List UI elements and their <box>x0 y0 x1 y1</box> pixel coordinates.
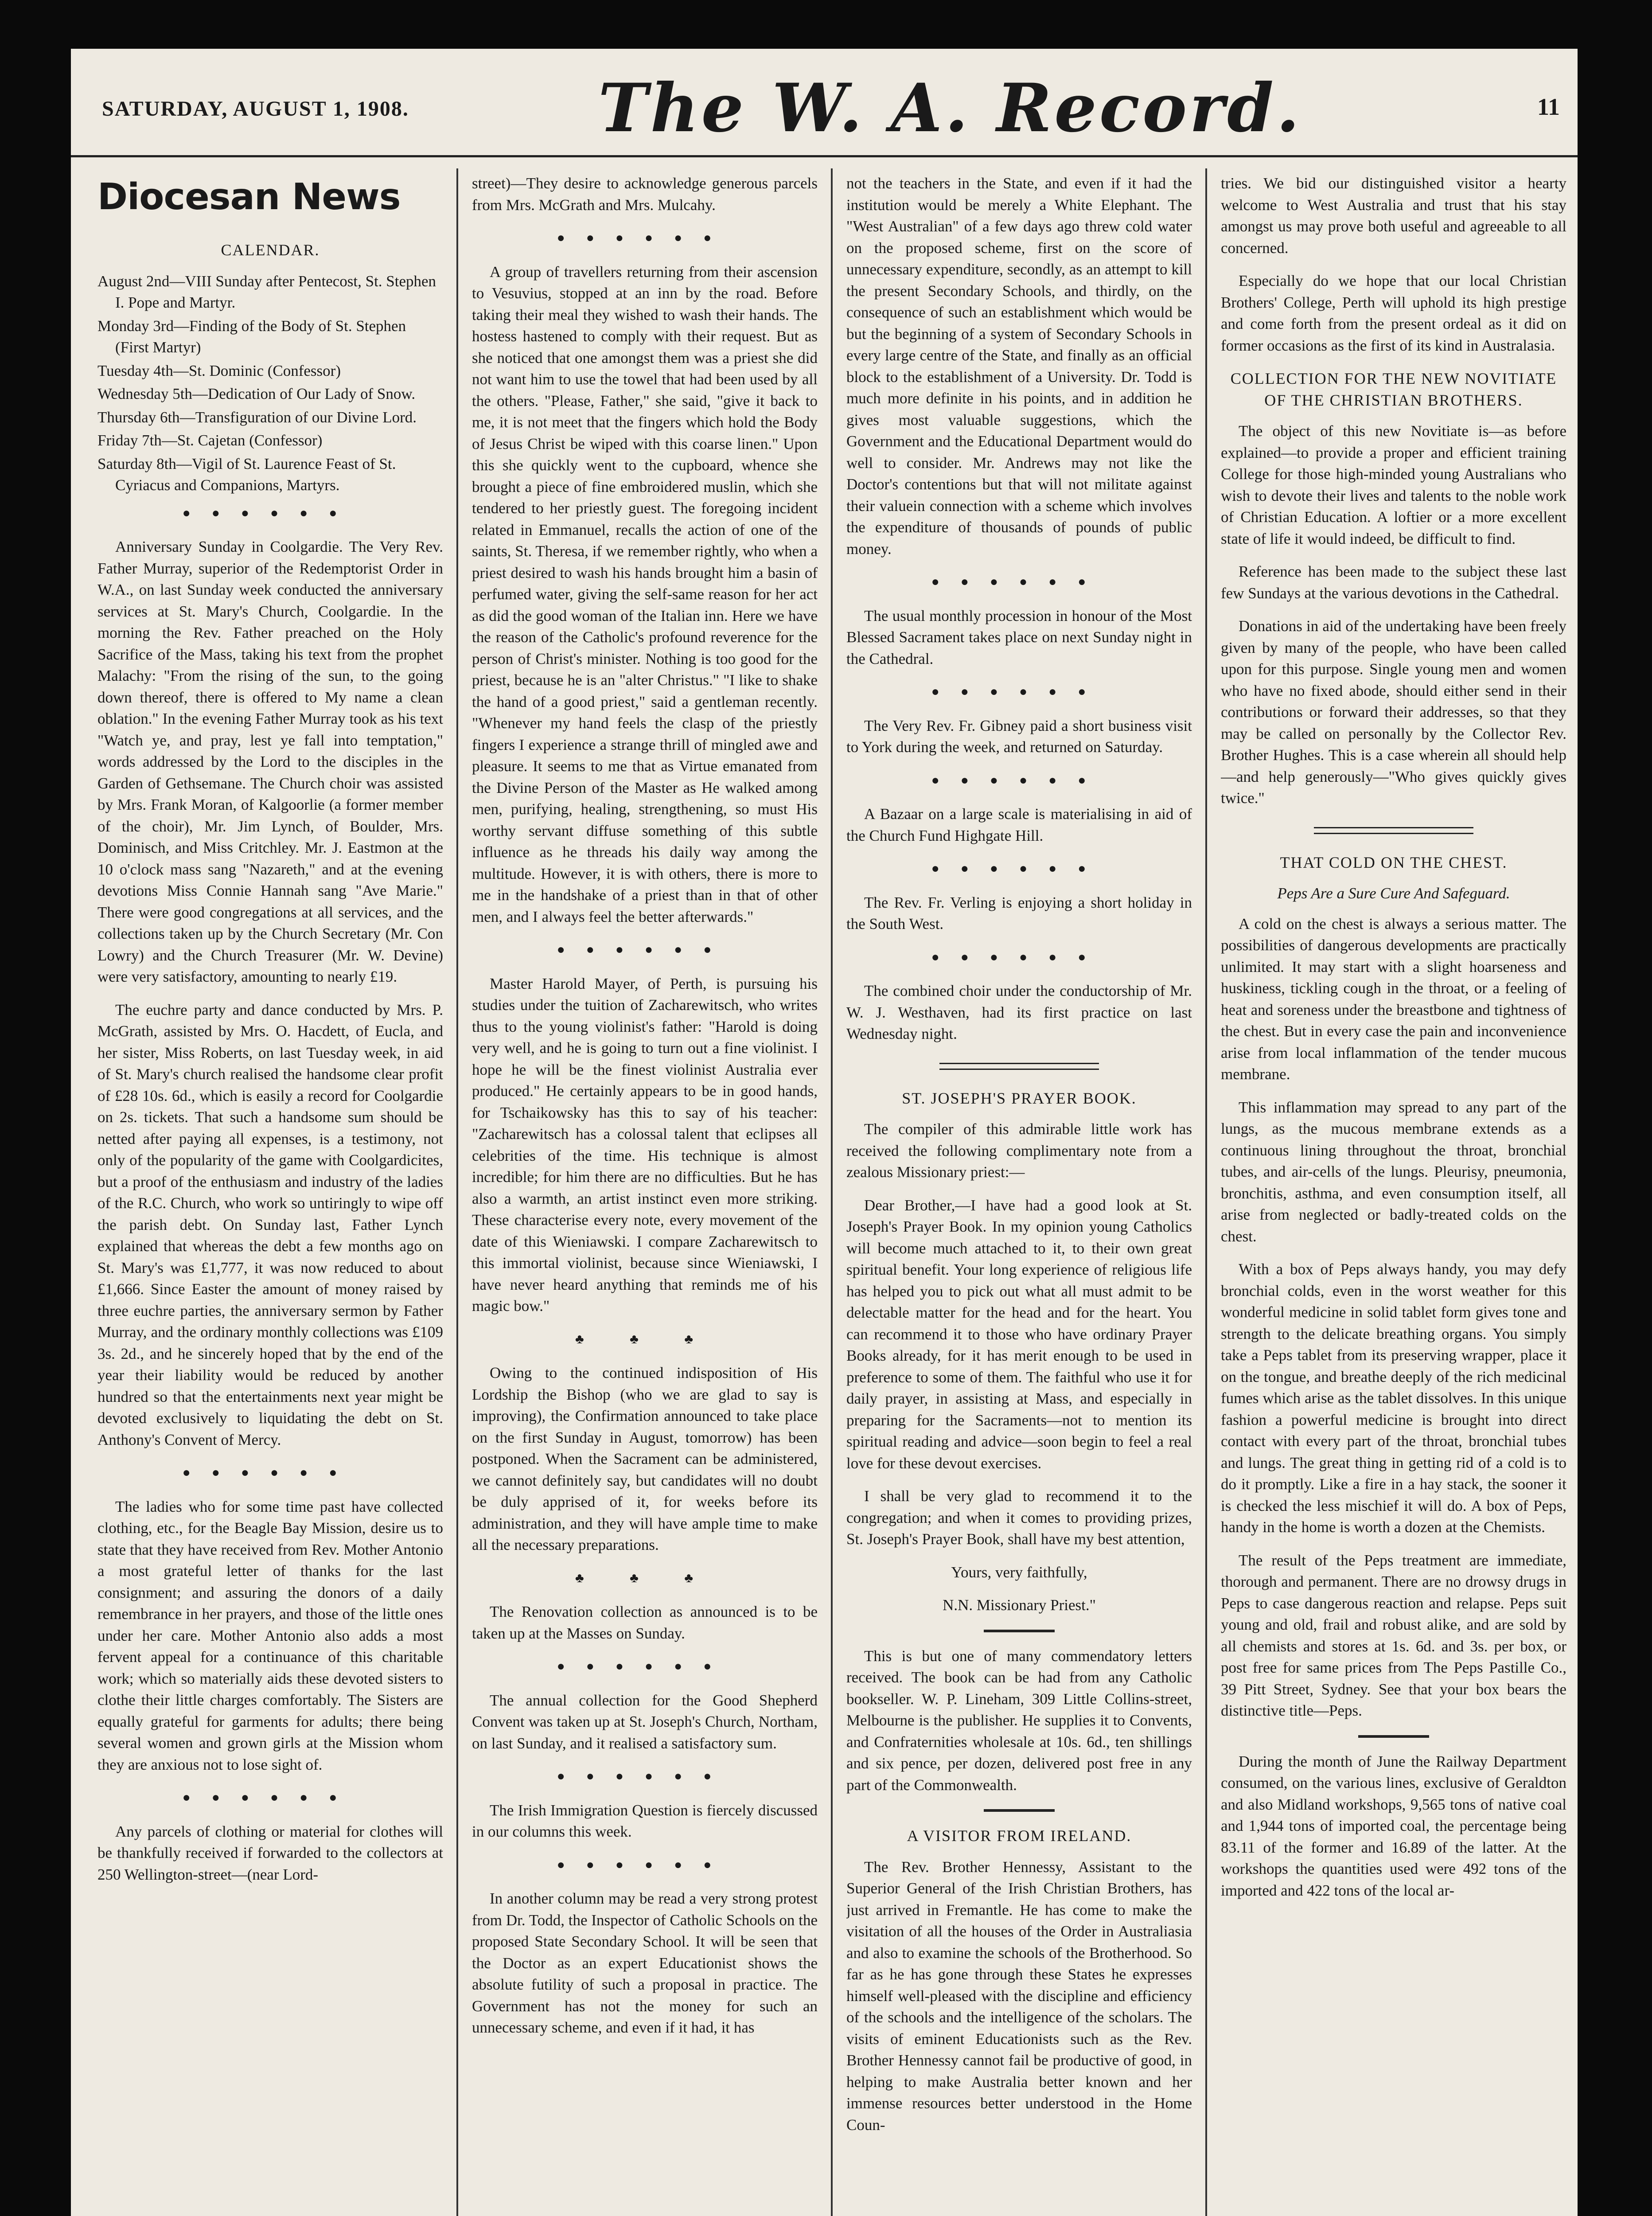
separator-dots: ●●●●●● <box>557 1769 733 1783</box>
article-paragraph: Reference has been made to the subject these last few Sundays at the various devotions in the Cathedral. <box>1221 563 1566 602</box>
article-heading: THAT COLD ON THE CHEST. <box>1280 853 1508 871</box>
article-paragraph: A cold on the chest is always a serious matter. The possibilities of dangerous developments are practically unlimited. It may start with a slight hoarseness and huskiness, tickling cough in the throat, or a feeling of heat and soreness under the breastbone and tightness of the chest. But in every case the pain and inconvenience arise from local inflammation of the tender mucous membrane. <box>1221 915 1566 1083</box>
separator-dots: ●●●●●● <box>931 861 1107 876</box>
separator-dots: ●●●●●● <box>182 505 358 520</box>
section-divider <box>1314 827 1473 834</box>
separator-dots: ●●●●●● <box>182 1790 358 1805</box>
separator-dots: ●●●●●● <box>557 1857 733 1872</box>
article-paragraph: A group of travellers returning from their ascension to Vesuvius, stopped at an inn by the road. Before taking their meal they wished to wash their hands. The hostess hastened to comply with their request. But as she noticed that one amongst them was a priest she did not want him to use the towel that had been used by all the others. "Please, Father," she said, "give it back to me, it is not meet that the fingers which hold the Body of Jesus Christ be wiped with this coarse linen." Upon this she quickly went to the cupboard, whence she brought a piece of fine embroidered muslin, which she tendered to her priestly guest. The foregoing incident related in Emmanuel, recalls the action of one of the saints, St. Theresa, if we remember rightly, who when a priest desired to wash his hands brought him a basin of perfumed water, giving the self-same reason for her act as did the good woman of the Italian inn. Here we have the reason of the Catholic's profound reverence for the person of Christ's minister. Nothing is too good for the priest, because he is an "alter Christus." "I like to shake the hand of a good priest," said a gentleman recently. "Whenever my hand feels the clasp of the priestly fingers I experience a strange thrill of mingled awe and pleasure. It seems to me that as Virtue emanated from the Divine Person of the Master as He walked among men, purifying, healing, strengthening, so must His worthy servant diffuse something of this subtle influence as he threads his daily way among the multitude. However, it is with others, there is more to me in the handshake of a priest than in that of other men, and I always feel the better afterwards." <box>472 263 818 925</box>
separator-clubs: ♣ ♣ ♣ <box>575 1570 715 1585</box>
article-paragraph: The Renovation collection as announced is to be taken up at the Masses on Sunday. <box>472 1603 818 1642</box>
article-paragraph: This is but one of many commendatory letters received. The book can be had from any Catholic bookseller. W. P. Lineham, 309 Little Collins-street, Melbourne is the publisher. He supplies it to Convents, and Confraternities wholesale at 10s. 6d., ten shillings and six pence, per dozen, delivered post free in any part of the Commonwealth. <box>846 1647 1192 1794</box>
separator-dots: ●●●●●● <box>557 230 733 245</box>
newspaper-title: The W. A. Record. <box>598 69 1302 147</box>
article-paragraph: This inflammation may spread to any part of the lungs, as the mucous membrane extends as a continuous lining throughout the throat, bronchial tubes, and air-cells of the lungs. Pleurisy, pneumonia, bronchitis, asthma, and even consumption itself, all arise from neglected or badly-treated colds on the chest. <box>1221 1098 1566 1245</box>
calendar-entry: Wednesday 5th—Dedication of Our Lady of Snow. <box>97 385 416 402</box>
calendar-entry: Friday 7th—St. Cajetan (Confessor) <box>97 432 323 449</box>
calendar-entry: Monday 3rd—Finding of the Body of St. Stephen (First Martyr) <box>97 317 406 356</box>
article-heading: COLLECTION FOR THE NEW NOVITIATE OF THE CHRISTIAN BROTHERS. <box>1230 370 1557 409</box>
article-paragraph: Dear Brother,—I have had a good look at St. Joseph's Prayer Book. In my opinion young Catholics will become much attached to it, to their own great spiritual benefit. Your long experience of religious life has helped you to pick out what all must admit to be delectable matter for the head and for the heart. You can recommend it to those who have ordinary Prayer Books already, for it has merit enough to be used in preference to some of them. The faithful who use it for daily prayer, in assisting at Mass, and especially in preparing for the Sacraments—not to mention its spiritual reading and advice—soon begin to feel a real love for these devout exercises. <box>846 1196 1192 1472</box>
calendar-heading: CALENDAR. <box>221 241 320 259</box>
article-paragraph: Master Harold Mayer, of Perth, is pursuing his studies under the tuition of Zacharewitsch, who writes thus to the young violinist's father: "Harold is doing very well, and he is going to turn out a fine violinist. I hope he will be the finest violinist Australia ever produced." He certainly appears to be in good hands, for Tschaikowsky has this to say of his teacher: "Zacharewitsch has a colossal talent that eclipses all celebrities of the time. His technique is almost incredible; for him there are no difficulties. But he has also a warmth, an artist instinct even more striking. These characterise every note, every movement of the date of this Wieniawski. I compare Zacharewitsch to this immortal violinist, because since Wieniawski, I have never heard anything that reminds me of his magic bow." <box>472 975 818 1315</box>
article-paragraph: In another column may be read a very strong protest from Dr. Todd, the Inspector of Catholic Schools on the proposed State Secondary School. It will be seen that the Doctor as an expert Educationist shows the absolute futility of such a proposal in practice. The Government has not the money for such an unnecessary scheme, and even if it had, it has <box>472 1890 818 2036</box>
article-paragraph: During the month of June the Railway Department consumed, on the various lines, exclusive of Geraldton and also Midland workshops, 9,565 tons of native coal and 1,944 tons of imported coal, the percentage being 83.11 of the former and 16.89 of the latter. At the workshops the quantities used were 492 tons of the imported and 422 tons of the local ar- <box>1221 1752 1566 1899</box>
section-title: Diocesan News <box>97 176 401 218</box>
article-paragraph: Especially do we hope that our local Christian Brothers' College, Perth will uphold its high prestige and come forth from the present ordeal as it did on former occasions as the first of its kind in Australasia. <box>1221 272 1566 354</box>
section-divider <box>939 1063 1099 1070</box>
separator-dots: ●●●●●● <box>931 574 1107 589</box>
calendar-entry: August 2nd—VIII Sunday after Pentecost, St. Stephen I. Pope and Martyr. <box>97 272 436 311</box>
article-heading: ST. JOSEPH'S PRAYER BOOK. <box>902 1089 1137 1107</box>
issue-date: SATURDAY, AUGUST 1, 1908. <box>102 97 409 121</box>
column-rule <box>831 168 833 2216</box>
article-paragraph: The combined choir under the conductorship of Mr. W. J. Westhaven, had its first practice on last Wednesday night. <box>846 982 1192 1042</box>
short-rule <box>1358 1735 1429 1738</box>
separator-dots: ●●●●●● <box>557 1659 733 1674</box>
masthead <box>71 49 1578 157</box>
article-paragraph: The result of the Peps treatment are immediate, thorough and permanent. There are no drowsy drugs in Peps to case dangerous reaction and relapse. Peps suit young and old, frail and robust alike, and are sold by all chemists and stores at 1s. 6d. and 3s. per box, or post free for same prices from The Peps Pastille Co., 39 Pitt Street, Sydney. See that your box bears the distinctive title—Peps. <box>1221 1551 1566 1719</box>
calendar-entry: Saturday 8th—Vigil of St. Laurence Feast of St. Cyriacus and Companions, Martyrs. <box>97 455 396 494</box>
article-paragraph: tries. We bid our distinguished visitor a hearty welcome to West Australia and trust that his stay amongst us may prove both useful and agreeable to all concerned. <box>1221 175 1566 257</box>
article-paragraph: street)—They desire to acknowledge generous parcels from Mrs. McGrath and Mrs. Mulcahy. <box>472 175 818 214</box>
short-rule <box>984 1809 1055 1812</box>
column-2 <box>472 173 818 2216</box>
page-number: 11 <box>1537 94 1560 120</box>
article-heading: A VISITOR FROM IRELAND. <box>907 1827 1132 1845</box>
letter-signature: N.N. Missionary Priest." <box>943 1596 1096 1614</box>
article-paragraph: The object of this new Novitiate is—as before explained—to provide a proper and efficient training College for those high-minded young Australians who wish to devote their lives and talents to the noble work of Christian Education. A loftier or a more excellent state of life it would indeed, be difficult to find. <box>1221 422 1566 547</box>
column-rule <box>1205 168 1207 2216</box>
short-rule <box>984 1630 1055 1632</box>
article-paragraph: With a box of Peps always handy, you may defy bronchial colds, even in the worst weather for this wonderful medicine in solid tablet form gives tone and strength to the delicate breathing organs. You simply take a Peps tablet from its preserving wrapper, place it on the tongue, and breathe deeply of the rich medicinal fumes which arise as the tablet dissolves. In this unique fashion a powerful medicine is brought into direct contact with every part of the throat, bronchial tubes and lungs. The great thing in getting rid of a cold is to do it promptly. Like a fire in a hay stack, the sooner it is checked the less mischief it will do. A box of Peps, handy in the home is worth a dozen at the Chemists. <box>1221 1260 1566 1536</box>
article-paragraph: The Irish Immigration Question is fiercely discussed in our columns this week. <box>472 1801 818 1840</box>
article-paragraph: The Very Rev. Fr. Gibney paid a short business visit to York during the week, and returned on Saturday. <box>846 717 1192 756</box>
article-paragraph: The annual collection for the Good Shepherd Convent was taken up at St. Joseph's Church, Northam, on last Sunday, and it realised a satisfactory sum. <box>472 1691 818 1752</box>
article-paragraph: Owing to the continued indisposition of His Lordship the Bishop (who we are glad to say is improving), the Confirmation announced to take place on the first Sunday in August, tomorrow) has been postponed. When the Sacrament can be administered, we cannot definitely say, but candidates will no doubt be duly apprised of it, for weeks before its administration, and they will have ample time to make all the necessary preparations. <box>472 1364 818 1553</box>
calendar-entry: Thursday 6th—Transfiguration of our Divine Lord. <box>97 408 417 426</box>
article-paragraph: The Rev. Fr. Verling is enjoying a short holiday in the South West. <box>846 893 1192 932</box>
article-paragraph: not the teachers in the State, and even if it had the institution would be merely a White Elephant. The "West Australian" of a few days ago threw cold water on the proposed scheme, first on the score of unnecessary expenditure, secondly, as an attempt to kill the present Secondary Schools, and thirdly, on the consequence of such an establishment which would be but the beginning of a system of Secondary Schools in every large centre of the State, and finally as an official block to the establishment of a University. Dr. Todd is much more definite in his points, and in addition he gives most valuable suggestions, which the Government and the Educational Department would do well to consider. Mr. Andrews may not like the Doctor's contentions but that will not militate against their valuein connection with a scheme which involves the expenditure of thousands of pounds of public money. <box>846 175 1192 558</box>
article-paragraph: The euchre party and dance conducted by Mrs. P. McGrath, assisted by Mrs. O. Hacdett, of Eucla, and her sister, Miss Roberts, on last Tuesday week, in aid of St. Mary's church realised the handsome clear profit of £28 10s. 6d., which is easily a record for Coolgardie on 2s. tickets. That such a handsome sum should be netted after paying all expenses, is a testimony, not only of the popularity of the game with Coolgardicites, but a proof of the enthusiasm and industry of the ladies of the R.C. Church, who work so untiringly to wipe off the parish debt. On Sunday last, Father Lynch explained that whereas the debt a few months ago on St. Mary's was £1,777, it was now reduced to about £1,666. Since Easter the amount of money raised by three euchre parties, the anniversary sermon by Father Murray, and the ordinary monthly collections was £109 3s. 2d., and he sincerely hoped that by the end of the year their liability would be reduced by another hundred so that the entertainments next year might be devoted exclusively to liquidating the debt on St. Anthony's Convent of Mercy. <box>97 1001 443 1448</box>
article-paragraph: The Rev. Brother Hennessy, Assistant to the Superior General of the Irish Christian Brothers, has just arrived in Fremantle. He has come to make the visitation of all the houses of the Order in Australiasia and also to examine the schools of the Brotherhood. So far as he has gone through these States he expresses himself well-pleased with the discipline and efficiency of the schools and the intelligence of the scholars. The visits of eminent Educationists such as the Rev. Brother Hennessy cannot fail be productive of good, in helping to make Australia better known and her immense resources better understood in the Home Coun- <box>846 1858 1192 2134</box>
column-1 <box>97 173 443 2216</box>
article-paragraph: Donations in aid of the undertaking have been freely given by many of the people, who have been called upon for this purpose. Single young men and women who have no fixed abode, should either send in their contributions or forward their addresses, so that they may be called on personally by the Collector Rev. Brother Hughes. This is a case wherein all should help—and help generously—"Who gives quickly gives twice." <box>1221 617 1566 807</box>
separator-clubs: ♣ ♣ ♣ <box>575 1331 715 1346</box>
column-3 <box>846 173 1192 2216</box>
article-paragraph: The usual monthly procession in honour of the Most Blessed Sacrament takes place on next Sunday night in the Cathedral. <box>846 607 1192 667</box>
article-paragraph: A Bazaar on a large scale is materialising in aid of the Church Fund Highgate Hill. <box>846 805 1192 844</box>
separator-dots: ●●●●●● <box>931 684 1107 699</box>
column-4 <box>1221 173 1566 2216</box>
separator-dots: ●●●●●● <box>557 942 733 957</box>
article-paragraph: I shall be very glad to recommend it to the congregation; and when it comes to providing prizes, St. Joseph's Prayer Book, shall have my best attention, <box>846 1487 1192 1548</box>
separator-dots: ●●●●●● <box>931 949 1107 964</box>
letter-closing: Yours, very faithfully, <box>951 1563 1087 1581</box>
column-rule <box>456 168 458 2216</box>
article-subheading: Peps Are a Sure Cure And Safeguard. <box>1277 885 1510 902</box>
article-paragraph: The ladies who for some time past have collected clothing, etc., for the Beagle Bay Mission, desire us to state that they have received from Rev. Mother Antonio a most grateful letter of thanks for the last consignment; and assuring the donors of a daily remembrance in her prayers, and those of the little ones under her care. Mother Antonio also adds a most fervent appeal for a continuance of this charitable work; which so materially aids these devoted sisters to clothe their little charges comfortably. The Sisters are equally grateful for garments for adults; there being several women and grown girls at the Mission whom they are anxious not to lose sight of. <box>97 1498 443 1773</box>
calendar-entry: Tuesday 4th—St. Dominic (Confessor) <box>97 362 341 379</box>
article-paragraph: The compiler of this admirable little work has received the following complimentary note from a zealous Missionary priest:— <box>846 1120 1192 1181</box>
article-paragraph: Anniversary Sunday in Coolgardie. The Very Rev. Father Murray, superior of the Redemptorist Order in W.A., on last Sunday week conducted the anniversary services at St. Mary's Church, Coolgardie. In the morning the Rev. Father preached on the Holy Sacrifice of the Mass, taking his text from the prophet Malachy: "From the rising of the sun, to the going down thereof, there is offered to My name a clean oblation." In the evening Father Murray took as his text "Watch ye, and pray, lest ye fall into temptation," words addressed by the Lord to the disciples in the Garden of Gethsemane. The Church choir was assisted by Mrs. Frank Moran, of Kalgoorlie (a former member of the choir), Mr. Jim Lynch, of Boulder, Mrs. Dominisch, and Miss Critchley. Mr. J. Eastmon at the 10 o'clock mass sang "Nazareth," and at the evening devotions Miss Connie Hannah sang "Ave Marie." There were good congregations at all services, and the collections taken up by the Church Secretary (Mr. Con Lowry) and the Church Treasurer (Mr. W. Devine) were very satisfactory, amounting to nearly £19. <box>97 538 443 985</box>
separator-dots: ●●●●●● <box>931 772 1107 788</box>
newspaper-page <box>71 49 1578 2216</box>
separator-dots: ●●●●●● <box>182 1465 358 1480</box>
article-paragraph: Any parcels of clothing or material for clothes will be thankfully received if forwarded to the collectors at 250 Wellington-street—(near Lord- <box>97 1822 443 1883</box>
